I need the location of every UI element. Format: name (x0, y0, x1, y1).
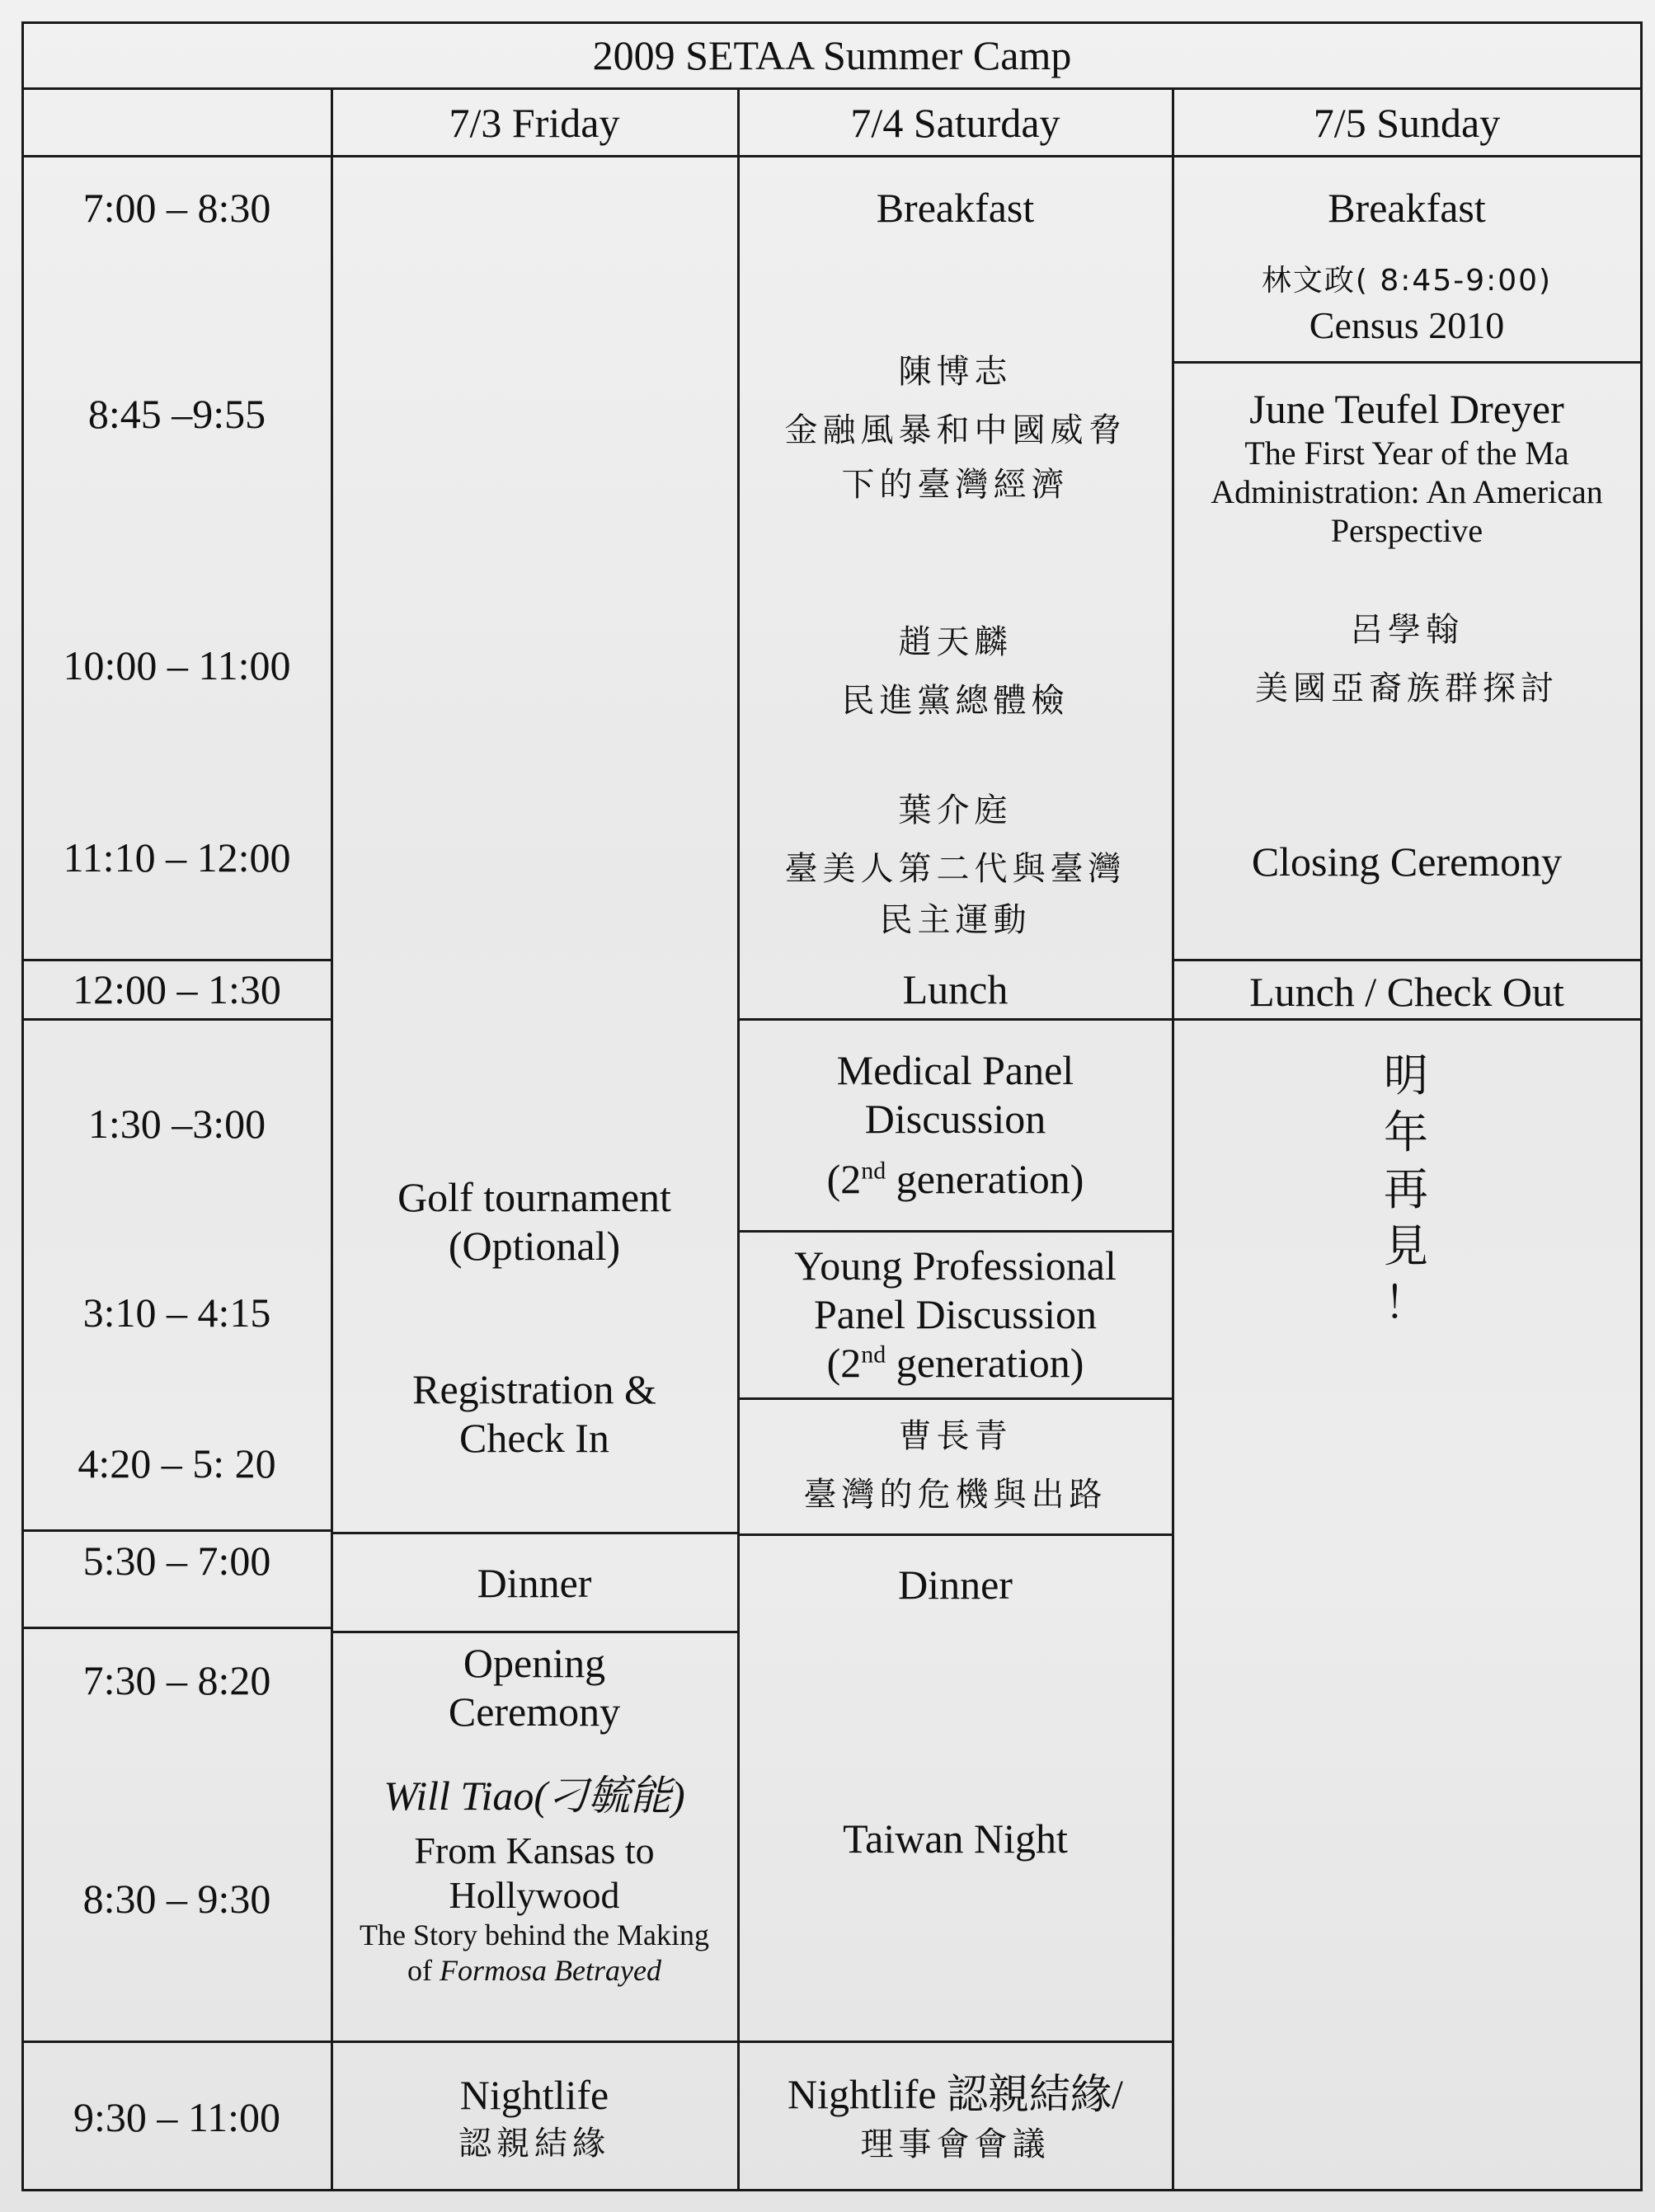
header-saturday: 7/4 Saturday (850, 99, 1060, 146)
border-right (1640, 21, 1643, 2191)
sat-divider-nightlife (737, 2041, 1173, 2043)
farewell-char-2: 年 (1384, 1106, 1428, 1159)
time-slot-8: 4:20 – 5: 20 (78, 1439, 276, 1486)
golf-line-2: (Optional) (448, 1223, 621, 1269)
saturday-nightlife (738, 2043, 1173, 2191)
sunday-breakfast: Breakfast (1328, 184, 1486, 231)
sun-divider-census (1172, 361, 1642, 364)
time-slot-4: 11:10 – 12:00 (63, 834, 291, 881)
young-gen-sup: nd (861, 1340, 886, 1368)
border-left (21, 21, 24, 2191)
saturday-young-panel (738, 1232, 1173, 1397)
medical-gen-rest: generation) (886, 1155, 1084, 1202)
lu-speaker: 呂學翰 (1350, 610, 1464, 649)
medical-line-1: Medical Panel (836, 1046, 1074, 1093)
time-slot-9: 5:30 – 7:00 (82, 1537, 271, 1584)
will-tiao-film-line (407, 1953, 661, 1988)
young-gen-rest: generation) (886, 1339, 1084, 1386)
friday-nightlife-label: Nightlife (459, 2071, 609, 2118)
friday-will-tiao (331, 1748, 738, 2012)
dreyer-talk-2: Administration: An American (1211, 472, 1603, 510)
time-divider-5 (21, 2041, 332, 2043)
young-line-1: Young Professional (794, 1242, 1117, 1289)
opening-line-1: Opening (463, 1640, 606, 1686)
talk1-speaker: 陳博志 (898, 353, 1013, 392)
friday-opening (331, 1634, 738, 1741)
col-line-time (331, 87, 333, 2191)
header-friday: 7/3 Friday (449, 99, 620, 146)
lu-topic: 美國亞裔族群探討 (1255, 669, 1559, 707)
header-divider (21, 155, 1643, 157)
sun-divider-lunch-top (1172, 959, 1642, 961)
sat-divider-young (737, 1230, 1173, 1233)
time-divider-1 (21, 959, 332, 961)
medical-gen-num: (2 (826, 1155, 862, 1202)
friday-dinner-bottom (331, 1631, 738, 1633)
census-title: Census 2010 (1309, 304, 1505, 347)
time-slot-3: 10:00 – 11:00 (63, 641, 291, 688)
talk1-topic-1: 金融風暴和中國威脅 (784, 411, 1126, 450)
sat-divider-lunch (737, 1018, 1173, 1021)
col-line-friday (737, 87, 740, 2191)
sunday-farewell (1336, 1047, 1476, 1377)
saturday-lunch: Lunch (902, 965, 1009, 1012)
time-divider-4 (21, 1627, 332, 1629)
farewell-char-5: ！ (1384, 1277, 1428, 1330)
farewell-char-4: 見 (1384, 1220, 1428, 1273)
friday-nightlife-top (331, 2041, 738, 2043)
time-slot-1: 7:00 – 8:30 (82, 184, 271, 231)
saturday-medical-panel (738, 1021, 1173, 1228)
time-slot-6: 1:30 –3:00 (87, 1100, 266, 1147)
time-slot-11: 8:30 – 9:30 (82, 1875, 271, 1922)
time-slot-7: 3:10 – 4:15 (82, 1289, 271, 1336)
time-slot-10: 7:30 – 8:20 (82, 1656, 271, 1703)
census-speaker: 林文政( 8:45-9:00) (1261, 263, 1553, 298)
saturday-breakfast: Breakfast (876, 184, 1035, 231)
time-divider-2 (21, 1018, 332, 1021)
friday-nightlife-zh: 認親結緣 (458, 2124, 610, 2163)
border-top (21, 21, 1643, 24)
farewell-char-3: 再 (1384, 1163, 1428, 1216)
schedule-title: 2009 SETAA Summer Camp (592, 31, 1072, 78)
header-sunday: 7/5 Sunday (1313, 99, 1501, 146)
young-gen-num: (2 (826, 1339, 862, 1386)
saturday-talk-2 (738, 602, 1173, 742)
saturday-talk-3 (738, 771, 1173, 960)
talk3-topic-2: 民主運動 (879, 900, 1032, 939)
will-tiao-film: Formosa Betrayed (440, 1953, 661, 1987)
farewell-char-1: 明 (1384, 1050, 1428, 1101)
farewell-vertical-text (1384, 1047, 1428, 1332)
will-tiao-story: The Story behind the Making (360, 1918, 709, 1952)
friday-registration (331, 1329, 738, 1499)
will-tiao-of: of (407, 1953, 440, 1987)
sun-divider-lunch-bottom (1172, 1018, 1642, 1021)
talk2-speaker: 趙天麟 (898, 622, 1013, 661)
saturday-board-meeting: 理事會會議 (860, 2125, 1051, 2163)
sunday-lunch: Lunch / Check Out (1249, 968, 1564, 1015)
sunday-census (1173, 252, 1641, 359)
registration-line-1: Registration & (412, 1366, 656, 1412)
saturday-nightlife-label: Nightlife 認親結緣/ (788, 2070, 1123, 2117)
dreyer-name: June Teufel Dreyer (1249, 385, 1564, 432)
young-line-2: Panel Discussion (813, 1290, 1098, 1337)
young-generation (827, 1339, 1084, 1388)
talk3-topic-1: 臺美人第二代與臺灣 (784, 850, 1126, 889)
col-line-saturday (1172, 87, 1174, 2191)
sunday-dreyer (1173, 364, 1641, 571)
opening-line-2: Ceremony (448, 1688, 621, 1735)
saturday-talk-4 (738, 1400, 1173, 1532)
will-tiao-subtitle-1: From Kansas to (414, 1829, 655, 1872)
title-divider (21, 87, 1643, 90)
golf-line-1: Golf tournament (397, 1174, 671, 1220)
friday-golf (331, 1115, 738, 1329)
medical-generation (827, 1155, 1084, 1204)
saturday-dinner: Dinner (898, 1561, 1013, 1608)
registration-line-2: Check In (459, 1415, 609, 1461)
will-tiao-name: Will Tiao(刁毓能) (383, 1772, 685, 1819)
will-tiao-subtitle-2: Hollywood (449, 1874, 620, 1917)
time-slot-5: 12:00 – 1:30 (73, 965, 281, 1012)
friday-dinner: Dinner (477, 1559, 592, 1606)
talk4-topic: 臺灣的危機與出路 (803, 1476, 1107, 1514)
time-slot-12: 9:30 – 11:00 (73, 2093, 280, 2140)
saturday-talk-1 (738, 322, 1173, 536)
sunday-lu (1173, 577, 1641, 742)
medical-line-2: Discussion (864, 1095, 1046, 1142)
time-divider-3 (21, 1529, 332, 1532)
dreyer-talk-1: The First Year of the Ma (1244, 434, 1569, 472)
medical-gen-sup: nd (861, 1156, 886, 1184)
talk2-topic: 民進黨總體檢 (841, 682, 1070, 720)
talk1-topic-2: 下的臺灣經濟 (841, 465, 1070, 504)
talk3-speaker: 葉介庭 (898, 791, 1013, 830)
sat-divider-dinner (737, 1533, 1173, 1536)
saturday-taiwan-night: Taiwan Night (843, 1815, 1068, 1862)
time-slot-2: 8:45 –9:55 (87, 390, 266, 437)
sat-divider-talk4 (737, 1397, 1173, 1400)
border-bottom (21, 2189, 1643, 2191)
sunday-closing: Closing Ceremony (1251, 838, 1563, 885)
talk4-speaker: 曹長青 (898, 1416, 1013, 1455)
friday-nightlife (331, 2043, 738, 2191)
dreyer-talk-3: Perspective (1330, 512, 1483, 550)
friday-dinner-top (331, 1532, 738, 1534)
